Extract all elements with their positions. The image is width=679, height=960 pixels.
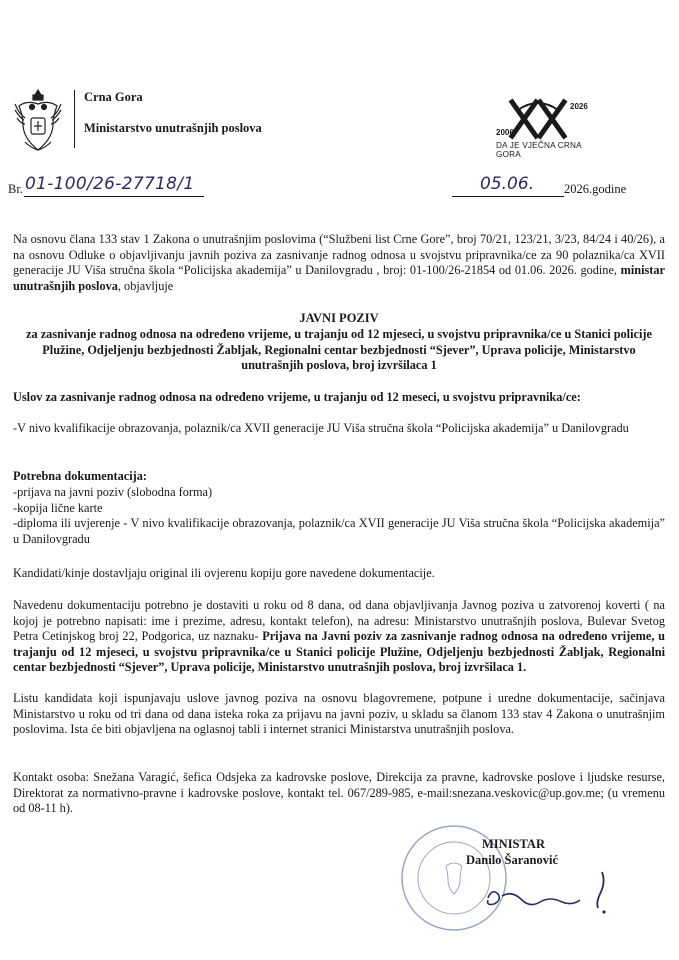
- coat-of-arms-icon: [13, 88, 63, 154]
- ministry-name: Ministarstvo unutrašnjih poslova: [84, 121, 262, 135]
- reference-number: 01-100/26-27718/1: [25, 174, 195, 194]
- jubilee-motto: DA JE VJEČNA CRNA GORA: [496, 141, 582, 159]
- list-item: -prijava na javni poziv (slobodna forma): [13, 485, 213, 499]
- candidate-list-paragraph: Listu kandidata koji ispunjavaju uslove javnog poziva na osnovu blagovremene, potpune i uredne dokumentacije, sačinjava Ministarstvo u roku od tri dana od dana isteka roka za prijavu na javni poziv, u skladu sa članom 133 stav 4 Zakona o unutrašnjim poslovima. Ista će biti objavljena na oglasnoj tabli i internet stranici Ministarstva unutrašnjih poslova.: [13, 691, 665, 737]
- jubilee-year-start: 2006: [496, 128, 514, 137]
- intro-text: Na osnovu člana 133 stav 1 Zakona o unutrašnjim poslovima (“Službeni list Crne Gore”, broj 70/21, 123/21, 3/23, 84/24 i 40/26), a na osnovu Odluke o objavljivanju javnih poziva za zasnivanje radnog odnosa u svojstvu pripravnika/ce za 90 polaznika/ca XVII generacije JU Viša stručna škola “Policijska akademija” u Danilovgradu , broj: 01-100/26-21854 od 01.06. 2026. godine,: [13, 232, 665, 278]
- reference-number-row: [8, 174, 278, 199]
- documents-heading: Potrebna dokumentacija:: [13, 469, 148, 483]
- date-row: [452, 176, 662, 200]
- title-subtitle: za zasnivanje radnog odnosa na određeno vrijeme, u trajanju od 12 mjeseci, u svojstvu pripravnika/ce u Stanici policije Plužine, Odjeljenju bezbjednosti Žabljak, Regionalni centar bezbjednosti “Sjever”, Uprava policije, Ministarstvo unutrašnjih poslova, broj izvršilaca 1: [26, 327, 652, 373]
- submission-text: Navedenu dokumentaciju potrebno je dostaviti u roku od 8 dana, od dana objavljivanja Javnog poziva u zatvorenoj koverti ( na kojoj je potrebno napisati: ime i prezime, adresu, kontakt telefon), na adresu: Ministarstvo unutrašnjih poslova, Bulevar Svetog Petra Cetinjskog broj 22, Podgorica, uz naznaku-: [13, 598, 665, 644]
- documents-list: [13, 485, 665, 547]
- header-divider: [74, 90, 75, 148]
- submission-paragraph: [13, 598, 665, 676]
- contact-paragraph: Kontakt osoba: Snežana Varagić, šefica Odsjeka za kadrovske poslove, Direkcija za pravne, kadrovske poslove i ljudske resurse, Direktorat za normativno-pravne i kadrovske poslove, kontakt tel. 067/289-985, e-mail:snezana.veskovic@up.gov.me; (u vremenu od 08-11 h).: [13, 770, 665, 816]
- condition-heading: Uslov za zasnivanje radnog odnosa na određeno vrijeme, u trajanju od 12 meseci, u svojstvu pripravnika/ce:: [13, 390, 581, 404]
- handwritten-signature: [480, 868, 620, 918]
- reference-prefix: Br.: [8, 182, 23, 196]
- originals-note: Kandidati/kinje dostavljaju original ili ovjerenu kopiju gore navedene dokumentacije.: [13, 566, 435, 580]
- submission-bold: Prijava na Javni poziv za zasnivanje radnog odnosa na određeno vrijeme, u trajanju od 12 mjeseci, u svojstvu pripravnika/ce u Stanici policije Plužine, Odjeljenju bezbjednosti Žabljak, Regionalni centar bezbjednosti “Sjever”, Uprava policije, Ministarstvo unutrašnjih poslova, broj izvršilaca 1.: [13, 629, 665, 675]
- signature-role: MINISTAR: [482, 837, 545, 851]
- intro-tail: , objavljuje: [117, 278, 174, 293]
- condition-text: -V nivo kvalifikacije obrazovanja, polaznik/ca XVII generacije JU Viša stručna škola “Policijska akademija” u Danilovgradu: [13, 421, 629, 435]
- date-underline: [452, 196, 564, 197]
- jubilee-logo: [478, 98, 618, 159]
- list-item: -kopija lične karte: [13, 500, 103, 515]
- date-handwritten: 05.06.: [480, 174, 535, 194]
- page-title: JAVNI POZIV: [299, 311, 379, 325]
- intro-bold: ministar unutrašnjih poslova: [13, 263, 665, 293]
- country-name: Crna Gora: [84, 90, 143, 104]
- jubilee-year-end: 2026: [570, 102, 588, 111]
- date-suffix: 2026.godine: [564, 182, 627, 196]
- reference-underline: [24, 196, 204, 197]
- signature-name: Danilo Šaranović: [466, 853, 559, 867]
- list-item: -diploma ili uvjerenje - V nivo kvalifikacije obrazovanja, polaznik/ca XVII generacije JU Viša stručna škola “Policijska akademija” u Danilovgradu: [13, 516, 665, 546]
- intro-paragraph: [13, 232, 665, 294]
